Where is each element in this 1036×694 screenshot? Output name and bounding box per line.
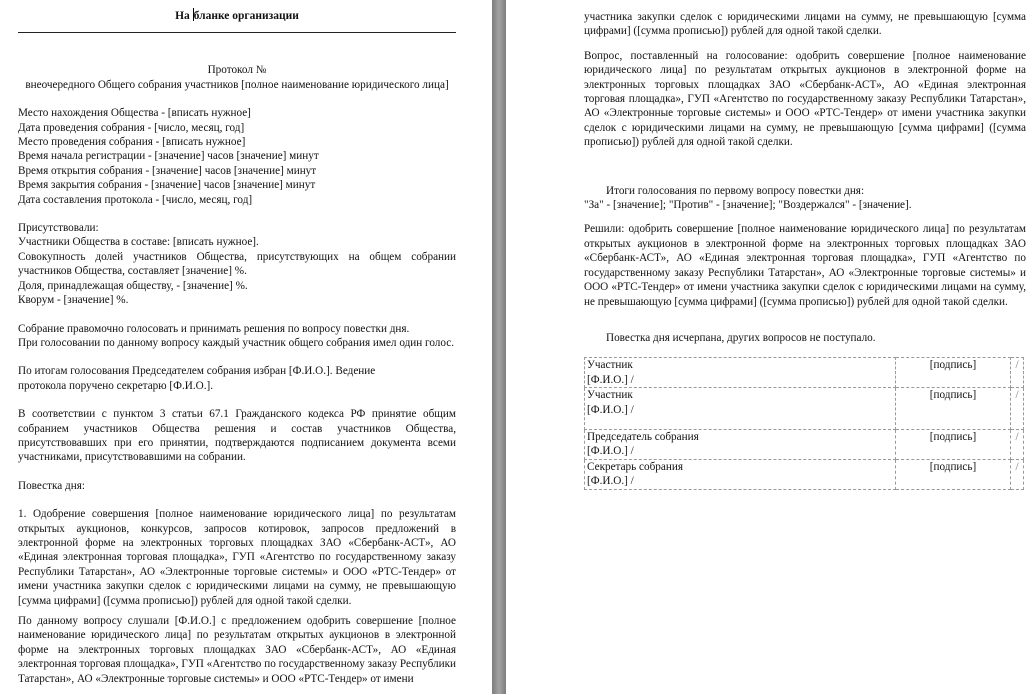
document-page-right — [506, 0, 1036, 694]
signature-slash: / — [1011, 429, 1024, 459]
decision-paragraph: Решили: одобрить совершение [полное наименование юридического лица] по результатам открытых аукционов в электронной форме на электронных торговых площадках ЗАО «Сбербанк-АСТ», АО «Единая электронная торговая площадка», ГУП «Агентство по государственному заказу Республики Татарстан», АО «Электронные торговые системы» и ООО «РТС-Тендер» от имени участника закупки сделок с юридическими лицами на сумму, не превышающую [сумма цифрами] ([сумма прописью]) рублей для одной такой сделки. — [584, 223, 1026, 308]
signature-role-cell: Участник [Ф.И.О.] / — [585, 358, 896, 388]
results-line: "За" - [значение]; "Против" - [значение]; "Воздержался" - [значение]. — [584, 199, 912, 212]
page-content — [584, 10, 1026, 490]
meta-line: Дата проведения собрания - [число, месяц, год] — [18, 121, 245, 134]
continued-paragraph: участника закупки сделок с юридическими лицами на сумму, не превышающую [сумма цифрами] ([сумма прописью]) рублей для одной такой сделки. — [584, 11, 1026, 38]
letterhead-title: На бланке организации — [175, 10, 299, 22]
civil-code-paragraph: В соответствии с пунктом 3 статьи 67.1 Гражданского кодекса РФ принятие общим собранием участников Общества решения и состав участников Общества, присутствовавших при его принятии, подтверждаются подписанием документа всеми участниками, присутствовавшими на собрании. — [18, 408, 456, 464]
document-page-left — [0, 0, 492, 694]
signature-cell: [подпись] — [896, 358, 1011, 388]
signature-slash: / — [1011, 459, 1024, 489]
present-line: Кворум - [значение] %. — [18, 294, 129, 307]
signature-role-cell: Председатель собрания [Ф.И.О.] / — [585, 429, 896, 459]
signature-row — [585, 388, 1024, 430]
signature-role-cell: Секретарь собрания [Ф.И.О.] / — [585, 459, 896, 489]
letterhead-rule — [18, 32, 456, 33]
page-gap — [492, 0, 506, 694]
signature-cell: [подпись] — [896, 388, 1011, 430]
page-content — [18, 8, 456, 686]
results-title: Итоги голосования по первому вопросу повестки дня: — [606, 184, 865, 197]
signature-row — [585, 358, 1024, 388]
present-line: Участники Общества в составе: [вписать нужное]. — [18, 236, 259, 249]
signature-slash: / — [1011, 388, 1024, 430]
agenda-title: Повестка дня: — [18, 479, 85, 492]
agenda-item: 1. Одобрение совершения [полное наименование юридического лица] по результатам открытых аукционов, конкурсов, запросов котировок, запросов предложений в электронной форме на электронных торговых площадках ЗАО «Сбербанк-АСТ», АО «Единая электронная торговая площадка», ГУП «Агентство по государственному заказу Республики Татарстан», АО «Электронные торговые системы» и ООО «РТС-Тендер» от имени участника закупки сделок с юридическими лицами на сумму, не превышающую [сумма цифрами] ([сумма прописью]) рублей для одной такой сделки. — [18, 508, 456, 607]
signature-cell: [подпись] — [896, 459, 1011, 489]
meta-line: Дата составления протокола - [число, месяц, год] — [18, 193, 253, 206]
present-title: Присутствовали: — [18, 222, 99, 235]
vote-question: Вопрос, поставленный на голосование: одобрить совершение [полное наименование юридического лица] по результатам открытых аукционов в электронной форме на электронных торговых площадках ЗАО «Сбербанк-АСТ», АО «Единая электронная торговая площадка», ГУП «Агентство по государственному заказу Республики Татарстан», АО «Электронные торговые системы» и ООО «РТС-Тендер» от имени участника закупки сделок с юридическими лицами на сумму, не превышающую [сумма цифрами] ([сумма прописью]) рублей для одной такой сделки. — [584, 49, 1026, 149]
quorum-line: При голосовании по данному вопросу каждый участник общего собрания имел один голос. — [18, 336, 455, 349]
signature-row — [585, 429, 1024, 459]
meta-line: Время открытия собрания - [значение] часов [значение] минут — [18, 164, 317, 177]
chair-line: протокола поручено секретарю [Ф.И.О.]. — [18, 379, 214, 392]
signature-slash: / — [1011, 358, 1024, 388]
closing-line: Повестка дня исчерпана, других вопросов не поступало. — [606, 331, 876, 344]
protocol-title: Протокол № — [207, 64, 267, 77]
protocol-subtitle: внеочередного Общего собрания участников [полное наименование юридического лица] — [25, 78, 449, 91]
heard-paragraph: По данному вопросу слушали [Ф.И.О.] с предложением одобрить совершение [полное наименование юридического лица] по результатам открытых аукционов в электронной форме на электронных торговых площадках ЗАО «Сбербанк-АСТ», АО «Единая электронная торговая площадка», ГУП «Агентство по государственному заказу Республики Татарстан», АО «Электронные торговые системы» и ООО «РТС-Тендер» от имени — [18, 615, 456, 685]
meta-line: Время закрытия собрания - [значение] часов [значение] минут — [18, 179, 316, 192]
signature-row — [585, 459, 1024, 489]
meta-line: Место проведения собрания - [вписать нужное] — [18, 136, 246, 149]
present-line: Доля, принадлежащая обществу, - [значение] %. — [18, 279, 248, 292]
meta-line: Время начала регистрации - [значение] часов [значение] минут — [18, 150, 319, 163]
signature-role-cell: Участник [Ф.И.О.] / — [585, 388, 896, 430]
signature-cell: [подпись] — [896, 429, 1011, 459]
signature-table — [584, 357, 1024, 489]
quorum-line: Собрание правомочно голосовать и принимать решения по вопросу повестки дня. — [18, 322, 410, 335]
meta-line: Место нахождения Общества - [вписать нужное] — [18, 107, 251, 120]
present-line: Совокупность долей участников Общества, присутствующих на общем собрании участников Общества, составляет [значение] %. — [18, 250, 456, 278]
chair-line: По итогам голосования Председателем собрания избран [Ф.И.О.]. Ведение — [18, 365, 376, 378]
